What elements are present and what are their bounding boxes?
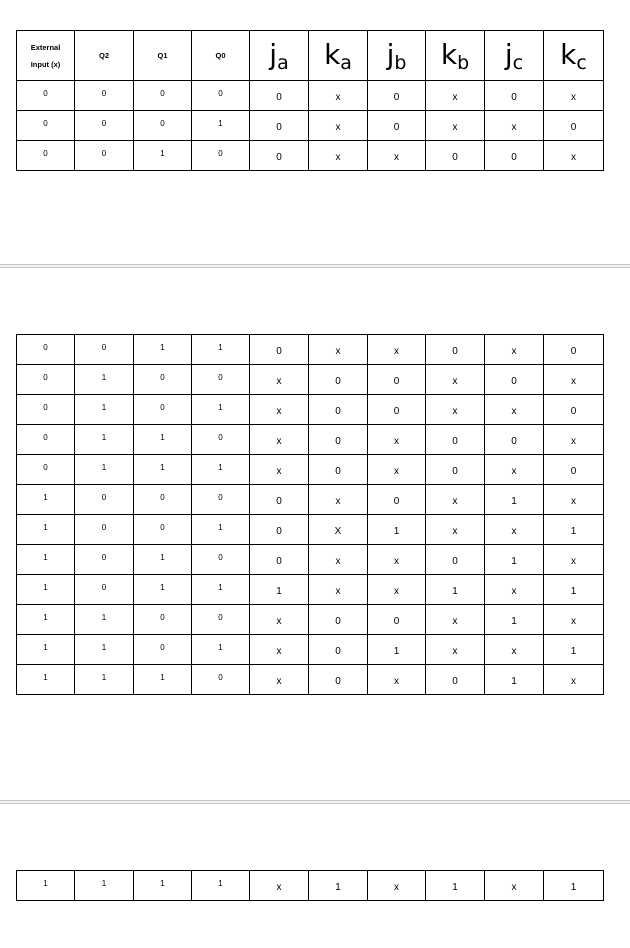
- cell-kb: x: [426, 365, 485, 395]
- cell-ka: 0: [309, 365, 368, 395]
- cell-x: 1: [17, 575, 75, 605]
- cell-jb: x: [368, 545, 426, 575]
- cell-ja: x: [250, 455, 309, 485]
- cell-ka: 0: [309, 635, 368, 665]
- header-ka-base: k: [324, 37, 341, 71]
- cell-ka: x: [309, 545, 368, 575]
- table-row: [17, 605, 604, 635]
- cell-q1: 0: [134, 605, 192, 635]
- cell-ja: x: [250, 635, 309, 665]
- cell-kb: x: [426, 81, 485, 111]
- cell-q2: 0: [75, 141, 134, 171]
- cell-ja: 0: [250, 81, 309, 111]
- cell-x: 0: [17, 455, 75, 485]
- cell-ja: x: [250, 605, 309, 635]
- cell-q1: 1: [134, 545, 192, 575]
- cell-jb: x: [368, 455, 426, 485]
- cell-jc: x: [485, 455, 544, 485]
- cell-q1: 0: [134, 635, 192, 665]
- cell-x: 0: [17, 335, 75, 365]
- cell-kc: 1: [544, 635, 604, 665]
- cell-ka: x: [309, 575, 368, 605]
- cell-kc: 0: [544, 395, 604, 425]
- cell-kc: 1: [544, 871, 604, 901]
- cell-ja: 1: [250, 575, 309, 605]
- cell-x: 1: [17, 635, 75, 665]
- cell-jc: x: [485, 111, 544, 141]
- cell-q0: 0: [192, 81, 250, 111]
- cell-kc: x: [544, 605, 604, 635]
- cell-x: 0: [17, 81, 75, 111]
- header-kb-sub: b: [457, 51, 470, 74]
- cell-jb: 1: [368, 515, 426, 545]
- cell-q1: 0: [134, 365, 192, 395]
- cell-q1: 0: [134, 485, 192, 515]
- header-jb-base: j: [386, 37, 395, 71]
- table-body: [17, 871, 604, 901]
- cell-kb: 0: [426, 335, 485, 365]
- cell-kb: 0: [426, 141, 485, 171]
- cell-q1: 0: [134, 81, 192, 111]
- cell-q2: 1: [75, 395, 134, 425]
- table-row: [17, 515, 604, 545]
- cell-jc: 1: [485, 545, 544, 575]
- cell-jb: x: [368, 575, 426, 605]
- cell-q0: 1: [192, 111, 250, 141]
- header-kc: [544, 31, 604, 81]
- cell-jc: 1: [485, 665, 544, 695]
- cell-jc: x: [485, 395, 544, 425]
- cell-jc: x: [485, 515, 544, 545]
- table-row: [17, 425, 604, 455]
- cell-x: 1: [17, 871, 75, 901]
- cell-q1: 0: [134, 111, 192, 141]
- header-kb-base: k: [440, 37, 458, 71]
- cell-q2: 0: [75, 81, 134, 111]
- cell-q1: 1: [134, 575, 192, 605]
- cell-kb: x: [426, 605, 485, 635]
- cell-ka: 0: [309, 425, 368, 455]
- cell-kb: 1: [426, 871, 485, 901]
- cell-ja: 0: [250, 545, 309, 575]
- cell-ja: x: [250, 395, 309, 425]
- cell-x: 1: [17, 665, 75, 695]
- table-row: [17, 455, 604, 485]
- cell-kb: x: [426, 515, 485, 545]
- cell-kc: x: [544, 365, 604, 395]
- header-jb-sub: b: [394, 51, 407, 74]
- cell-kb: 1: [426, 575, 485, 605]
- cell-jc: x: [485, 871, 544, 901]
- cell-kb: x: [426, 635, 485, 665]
- cell-kc: 0: [544, 335, 604, 365]
- table-row: [17, 871, 604, 901]
- cell-ja: x: [250, 425, 309, 455]
- header-jc-sub: c: [512, 51, 524, 74]
- cell-ja: 0: [250, 141, 309, 171]
- table-row: [17, 665, 604, 695]
- truth-table-page-1: [16, 30, 604, 171]
- cell-ja: 0: [250, 335, 309, 365]
- cell-q0: 1: [192, 395, 250, 425]
- cell-ka: x: [309, 111, 368, 141]
- table-row: [17, 81, 604, 111]
- cell-q1: 1: [134, 141, 192, 171]
- cell-kb: 0: [426, 425, 485, 455]
- cell-kc: x: [544, 425, 604, 455]
- cell-x: 1: [17, 545, 75, 575]
- header-kc-base: k: [560, 37, 577, 71]
- cell-jb: 1: [368, 635, 426, 665]
- cell-jc: 0: [485, 365, 544, 395]
- cell-kc: 1: [544, 515, 604, 545]
- header-jc: [485, 31, 544, 81]
- cell-ka: 0: [309, 395, 368, 425]
- cell-jc: 1: [485, 605, 544, 635]
- cell-q0: 1: [192, 575, 250, 605]
- cell-jb: 0: [368, 485, 426, 515]
- cell-jc: 0: [485, 141, 544, 171]
- header-q0: Q0: [192, 31, 250, 81]
- cell-q1: 1: [134, 665, 192, 695]
- table-row: [17, 335, 604, 365]
- header-ja-base: j: [269, 37, 278, 71]
- cell-ja: 0: [250, 515, 309, 545]
- table-body: [17, 81, 604, 171]
- cell-q1: 1: [134, 335, 192, 365]
- cell-jb: x: [368, 425, 426, 455]
- cell-kc: 1: [544, 575, 604, 605]
- cell-q2: 1: [75, 605, 134, 635]
- cell-jc: 0: [485, 425, 544, 455]
- cell-q2: 0: [75, 111, 134, 141]
- cell-jb: 0: [368, 365, 426, 395]
- cell-ka: 1: [309, 871, 368, 901]
- cell-jb: 0: [368, 605, 426, 635]
- cell-jc: x: [485, 335, 544, 365]
- cell-q0: 1: [192, 335, 250, 365]
- cell-kb: x: [426, 111, 485, 141]
- cell-q0: 0: [192, 545, 250, 575]
- table-row: [17, 141, 604, 171]
- cell-kc: x: [544, 665, 604, 695]
- cell-q2: 1: [75, 665, 134, 695]
- cell-jc: x: [485, 635, 544, 665]
- cell-q2: 1: [75, 635, 134, 665]
- cell-ka: X: [309, 515, 368, 545]
- cell-kc: 0: [544, 455, 604, 485]
- table-header-row: [17, 31, 604, 81]
- cell-ka: 0: [309, 605, 368, 635]
- header-kc-sub: c: [576, 51, 587, 74]
- table-row: [17, 485, 604, 515]
- cell-jc: 1: [485, 485, 544, 515]
- cell-q1: 1: [134, 871, 192, 901]
- table-row: [17, 395, 604, 425]
- cell-q2: 0: [75, 485, 134, 515]
- cell-q0: 1: [192, 871, 250, 901]
- header-external-line-1: External: [30, 42, 61, 52]
- cell-x: 0: [17, 395, 75, 425]
- header-ja: [250, 31, 309, 81]
- cell-q0: 1: [192, 455, 250, 485]
- cell-ka: 0: [309, 455, 368, 485]
- cell-jb: 0: [368, 81, 426, 111]
- cell-jb: 0: [368, 111, 426, 141]
- cell-ka: x: [309, 81, 368, 111]
- cell-jb: x: [368, 335, 426, 365]
- cell-q2: 0: [75, 335, 134, 365]
- header-ja-sub: a: [277, 51, 289, 74]
- cell-q0: 0: [192, 485, 250, 515]
- header-q1: Q1: [134, 31, 192, 81]
- cell-ja: 0: [250, 111, 309, 141]
- cell-kc: x: [544, 485, 604, 515]
- cell-q0: 0: [192, 141, 250, 171]
- cell-kb: x: [426, 395, 485, 425]
- header-ka: [309, 31, 368, 81]
- cell-kb: 0: [426, 455, 485, 485]
- cell-x: 0: [17, 365, 75, 395]
- cell-q2: 1: [75, 365, 134, 395]
- cell-ka: x: [309, 485, 368, 515]
- cell-q1: 0: [134, 515, 192, 545]
- cell-q2: 0: [75, 515, 134, 545]
- cell-ka: x: [309, 335, 368, 365]
- cell-q0: 0: [192, 365, 250, 395]
- cell-q0: 1: [192, 635, 250, 665]
- cell-ja: 0: [250, 485, 309, 515]
- cell-kc: x: [544, 81, 604, 111]
- cell-q1: 1: [134, 425, 192, 455]
- cell-x: 0: [17, 141, 75, 171]
- cell-x: 1: [17, 515, 75, 545]
- cell-q2: 0: [75, 545, 134, 575]
- table-row: [17, 365, 604, 395]
- page-break: [0, 800, 630, 804]
- cell-jb: x: [368, 665, 426, 695]
- cell-jc: x: [485, 575, 544, 605]
- cell-kc: x: [544, 141, 604, 171]
- cell-q0: 0: [192, 425, 250, 455]
- cell-q1: 0: [134, 395, 192, 425]
- cell-jb: x: [368, 141, 426, 171]
- cell-ja: x: [250, 665, 309, 695]
- cell-kc: 0: [544, 111, 604, 141]
- cell-x: 0: [17, 111, 75, 141]
- header-external-input: [17, 31, 75, 81]
- table-body: [17, 335, 604, 695]
- table-row: [17, 635, 604, 665]
- cell-q2: 0: [75, 575, 134, 605]
- cell-q2: 1: [75, 871, 134, 901]
- table-row: [17, 111, 604, 141]
- cell-kc: x: [544, 545, 604, 575]
- header-jc-base: j: [504, 37, 513, 71]
- page-break: [0, 264, 630, 268]
- table-row: [17, 575, 604, 605]
- cell-ja: x: [250, 871, 309, 901]
- cell-kb: 0: [426, 665, 485, 695]
- cell-x: 1: [17, 605, 75, 635]
- cell-ja: x: [250, 365, 309, 395]
- cell-q0: 0: [192, 665, 250, 695]
- header-q2: Q2: [75, 31, 134, 81]
- cell-q2: 1: [75, 425, 134, 455]
- cell-jb: x: [368, 871, 426, 901]
- header-external-line-2: Input (x): [30, 59, 61, 69]
- cell-q0: 0: [192, 605, 250, 635]
- cell-x: 0: [17, 425, 75, 455]
- cell-jb: 0: [368, 395, 426, 425]
- cell-ka: 0: [309, 665, 368, 695]
- cell-q1: 1: [134, 455, 192, 485]
- truth-table-page-3: [16, 870, 604, 901]
- cell-q2: 1: [75, 455, 134, 485]
- cell-x: 1: [17, 485, 75, 515]
- header-kb: [426, 31, 485, 81]
- cell-kb: x: [426, 485, 485, 515]
- header-ka-sub: a: [340, 51, 352, 74]
- cell-ka: x: [309, 141, 368, 171]
- header-jb: [368, 31, 426, 81]
- cell-q0: 1: [192, 515, 250, 545]
- table-row: [17, 545, 604, 575]
- cell-jc: 0: [485, 81, 544, 111]
- cell-kb: 0: [426, 545, 485, 575]
- truth-table-page-2: [16, 334, 604, 695]
